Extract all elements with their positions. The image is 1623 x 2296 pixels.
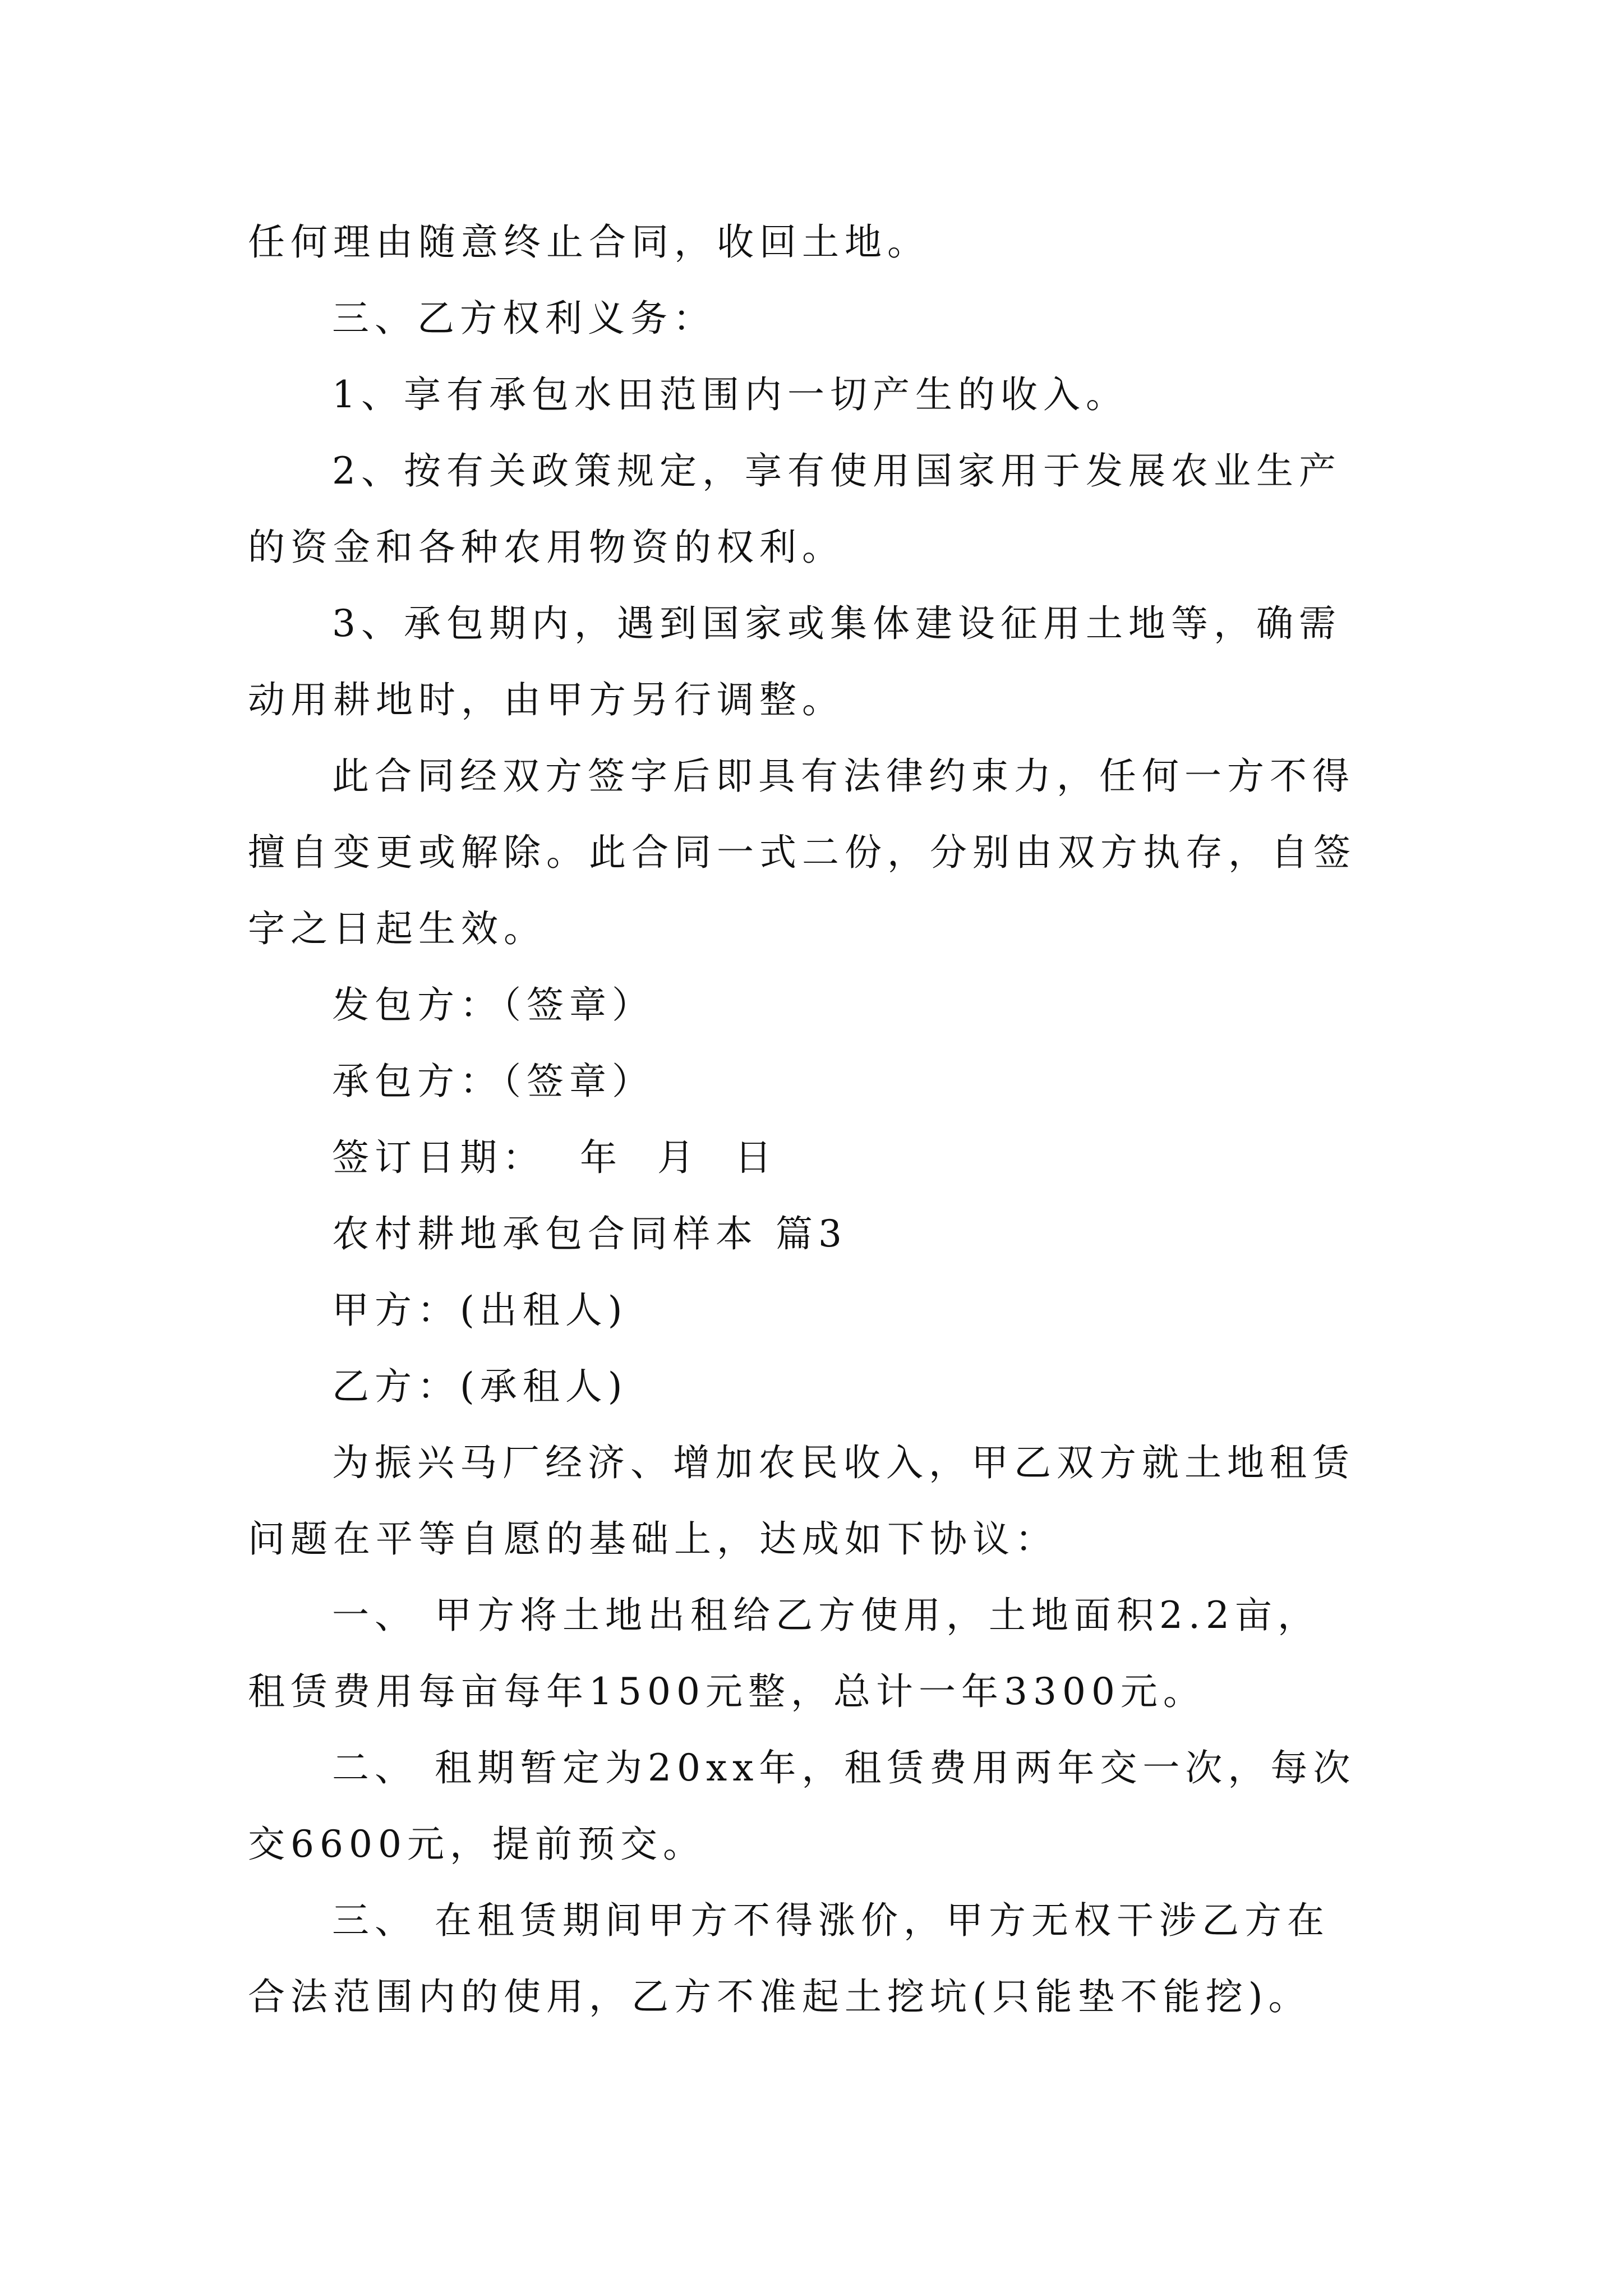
text-line: 字之日起生效。 <box>248 907 546 950</box>
document-body <box>248 204 1376 2035</box>
text-line: 任何理由随意终止合同，收回土地。 <box>248 220 930 264</box>
party-b-line: 乙方：(承租人) <box>332 1365 628 1408</box>
text-line: 为振兴马厂经济、增加农民收入，甲乙双方就土地租赁 <box>332 1441 1355 1484</box>
text-line: 此合同经双方签字后即具有法律约束力，任何一方不得 <box>332 754 1355 798</box>
text-line: 擅自变更或解除。此合同一式二份，分别由双方执存，自签 <box>248 831 1356 874</box>
text-line: 2、按有关政策规定，享有使用国家用于发展农业生产 <box>332 449 1341 493</box>
party-a-line: 甲方：(出租人) <box>332 1289 628 1332</box>
text-line: 交6600元，提前预交。 <box>248 1823 706 1866</box>
text-line: 的资金和各种农用物资的权利。 <box>248 526 845 569</box>
clause-line: 二、 租期暂定为20xx年，租赁费用两年交一次，每次 <box>332 1746 1356 1789</box>
text-line: 租赁费用每亩每年1500元整，总计一年3300元。 <box>248 1670 1206 1713</box>
text-line: 问题在平等自愿的基础上，达成如下协议： <box>248 1517 1058 1561</box>
clause-line: 一、 甲方将土地出租给乙方使用，土地面积2.2亩， <box>332 1594 1320 1637</box>
section-heading: 三、乙方权利义务： <box>332 297 716 340</box>
document-title: 农村耕地承包合同样本 篇3 <box>332 1212 847 1255</box>
signing-date-line: 签订日期： 年 月 日 <box>332 1136 777 1179</box>
text-line: 合法范围内的使用，乙方不准起土挖坑(只能垫不能挖)。 <box>248 1975 1311 2018</box>
signature-line-issuer: 发包方：（签章） <box>332 983 654 1027</box>
text-line: 1、享有承包水田范围内一切产生的收入。 <box>332 373 1128 416</box>
signature-line-contractor: 承包方：（签章） <box>332 1060 654 1103</box>
text-line: 动用耕地时，由甲方另行调整。 <box>248 678 845 721</box>
clause-line: 三、 在租赁期间甲方不得涨价，甲方无权干涉乙方在 <box>332 1899 1330 1942</box>
text-line: 3、承包期内，遇到国家或集体建设征用土地等，确需 <box>332 602 1341 645</box>
